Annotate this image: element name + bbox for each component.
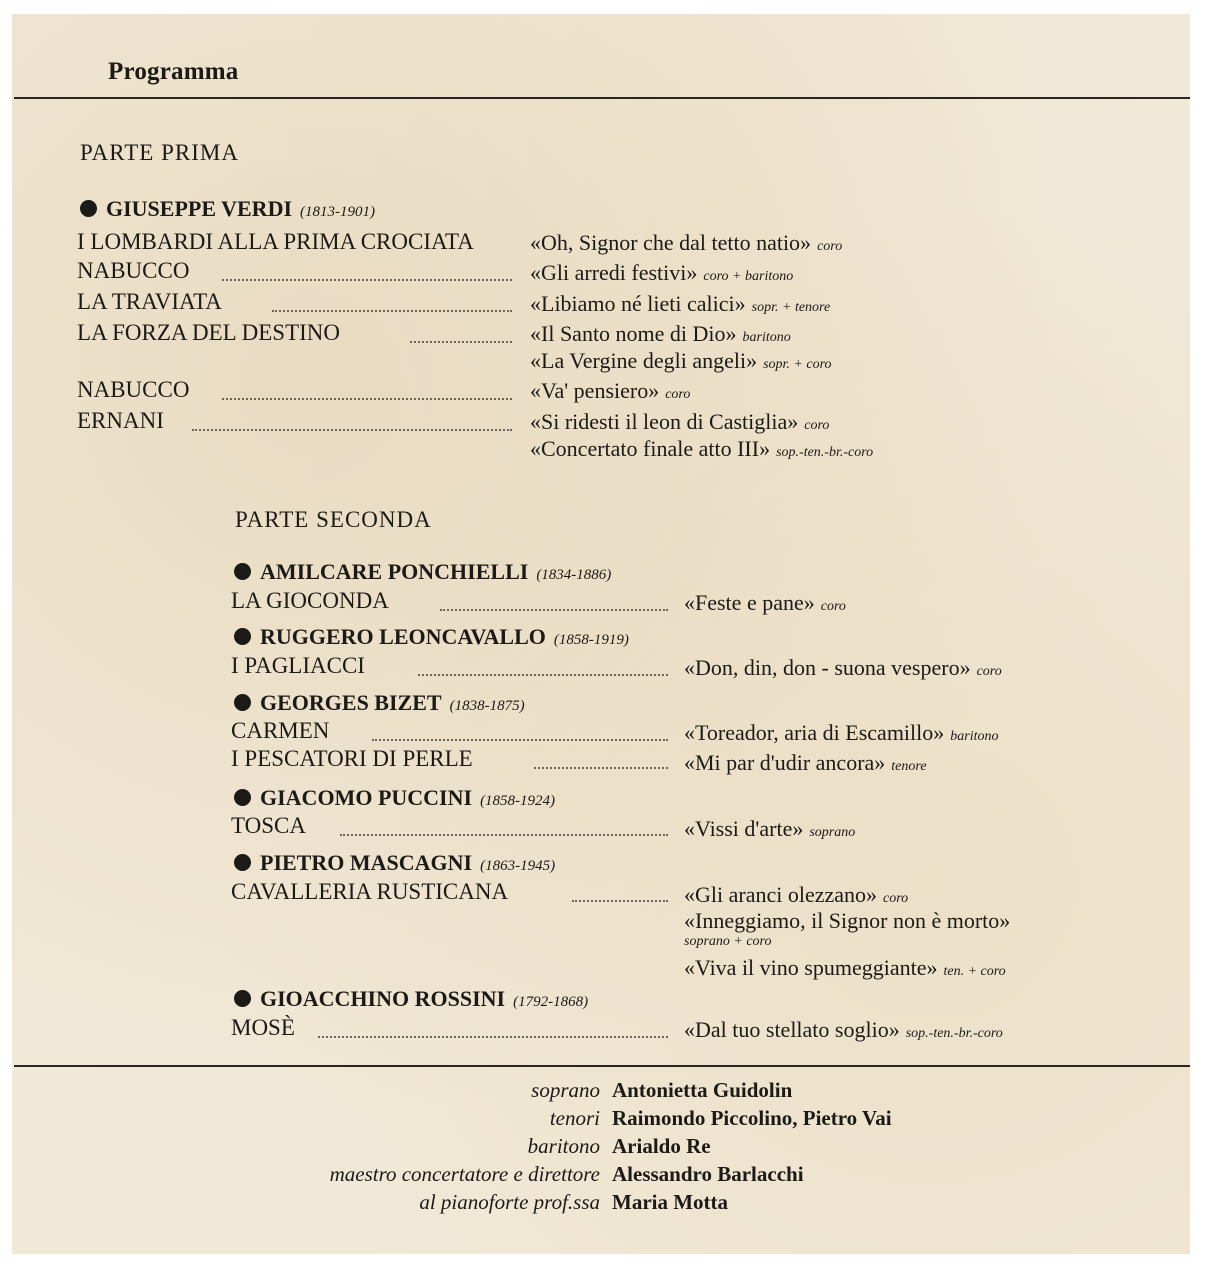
- performer-name: Raimondo Piccolino, Pietro Vai: [612, 1106, 892, 1130]
- composer-name: AMILCARE PONCHIELLI: [260, 559, 529, 584]
- aria-title: «Si ridesti il leon di Castiglia»: [530, 409, 799, 434]
- aria-entry: [530, 348, 832, 374]
- aria-title: «Toreador, aria di Escamillo»: [684, 720, 945, 745]
- opera-title: LA FORZA DEL DESTINO: [77, 320, 341, 345]
- leader-dots: [572, 900, 668, 902]
- aria-title: «Don, din, don - suona vespero»: [684, 655, 971, 680]
- voice-label: coro: [665, 387, 691, 402]
- aria-entry: [530, 321, 791, 347]
- leader-dots: [340, 834, 668, 836]
- composer-heading: [80, 196, 375, 222]
- leader-dots: [534, 767, 668, 769]
- opera-title: ERNANI: [77, 408, 164, 433]
- voice-label: coro: [817, 239, 843, 254]
- composer-heading: [234, 785, 555, 811]
- aria-entry: [684, 590, 846, 616]
- aria-title: «Gli arredi festivi»: [530, 260, 698, 285]
- composer-name: RUGGERO LEONCAVALLO: [260, 624, 546, 649]
- leader-dots: [372, 739, 668, 741]
- aria-title: «Vissi d'arte»: [684, 816, 804, 841]
- voice-label: sop.-ten.-br.-coro: [905, 1026, 1003, 1041]
- aria-title: «Gli aranci olezzano»: [684, 882, 878, 907]
- performer-name: Antonietta Guidolin: [612, 1078, 793, 1102]
- opera-title: MOSÈ: [231, 1015, 295, 1040]
- part-two-heading: PARTE SECONDA: [235, 507, 432, 532]
- aria-title: «Viva il vino spumeggiante»: [684, 955, 938, 980]
- aria-entry: [684, 816, 855, 842]
- voice-label: baritono: [742, 330, 791, 345]
- opera-title: CAVALLERIA RUSTICANA: [231, 879, 509, 904]
- performer-role: soprano: [531, 1078, 600, 1102]
- aria-entry: [684, 882, 908, 908]
- composer-heading: [234, 986, 588, 1012]
- composer-dates: (1858-1919): [553, 632, 629, 648]
- composer-dates: (1838-1875): [449, 698, 525, 714]
- aria-entry: [684, 655, 1002, 681]
- composer-name: GIUSEPPE VERDI: [106, 196, 293, 221]
- aria-entry: [530, 409, 829, 435]
- voice-label: sopr. + tenore: [751, 300, 831, 315]
- voice-label: soprano + coro: [684, 934, 772, 949]
- composer-dates: (1792-1868): [513, 994, 589, 1010]
- performer-name: Arialdo Re: [612, 1134, 711, 1158]
- leader-dots: [192, 429, 512, 431]
- aria-entry: [684, 720, 999, 746]
- composer-name: GEORGES BIZET: [260, 690, 442, 715]
- opera-title: I LOMBARDI ALLA PRIMA CROCIATA: [77, 229, 474, 254]
- aria-title: «Libiamo né lieti calici»: [530, 291, 746, 316]
- voice-label: soprano: [809, 825, 856, 840]
- bullet-icon: [234, 990, 251, 1007]
- aria-entry: [530, 230, 842, 256]
- opera-title: CARMEN: [231, 718, 330, 743]
- aria-title: «Il Santo nome di Dio»: [530, 321, 737, 346]
- composer-name: PIETRO MASCAGNI: [260, 850, 473, 875]
- leader-dots: [272, 310, 512, 312]
- aria-entry: [530, 436, 873, 462]
- leader-dots: [410, 341, 512, 343]
- voice-label: tenore: [891, 759, 927, 774]
- composer-heading: [234, 624, 629, 650]
- aria-title: «Feste e pane»: [684, 590, 815, 615]
- performer-name: Alessandro Barlacchi: [612, 1162, 804, 1186]
- bullet-icon: [234, 563, 251, 580]
- composer-name: GIACOMO PUCCINI: [260, 785, 473, 810]
- aria-title: «Oh, Signor che dal tetto natio»: [530, 230, 812, 255]
- aria-title: «Inneggiamo, il Signor non è morto»: [684, 908, 1011, 933]
- performer-role: maestro concertatore e direttore: [329, 1162, 600, 1186]
- leader-dots: [222, 398, 512, 400]
- performer-name: Maria Motta: [612, 1190, 729, 1214]
- opera-title: TOSCA: [231, 813, 306, 838]
- composer-dates: (1863-1945): [480, 858, 556, 874]
- opera-title: NABUCCO: [77, 258, 190, 283]
- performer-role: al pianoforte prof.ssa: [419, 1190, 600, 1214]
- bullet-icon: [234, 854, 251, 871]
- opera-title: LA TRAVIATA: [77, 289, 222, 314]
- composer-heading: [234, 690, 525, 716]
- voice-label: coro: [804, 418, 830, 433]
- leader-dots: [222, 279, 512, 281]
- aria-entry: [684, 955, 1006, 981]
- aria-entry: [530, 260, 793, 286]
- opera-title: LA GIOCONDA: [231, 588, 389, 613]
- voice-label: sopr. + coro: [763, 357, 832, 372]
- leader-dots: [418, 674, 668, 676]
- voice-label: coro: [820, 599, 846, 614]
- voice-label: coro + baritono: [703, 269, 794, 284]
- composer-heading: [234, 559, 611, 585]
- composer-dates: (1858-1924): [480, 793, 556, 809]
- bottom-divider: [14, 1065, 1190, 1067]
- aria-title: «La Vergine degli angeli»: [530, 348, 758, 373]
- voice-label: ten. + coro: [943, 964, 1006, 979]
- leader-dots: [318, 1036, 668, 1038]
- voice-label: coro: [976, 664, 1002, 679]
- aria-entry: [530, 291, 830, 317]
- opera-title: I PAGLIACCI: [231, 653, 365, 678]
- aria-title: «Va' pensiero»: [530, 378, 660, 403]
- bullet-icon: [234, 628, 251, 645]
- aria-entry: [684, 750, 927, 776]
- voice-label: sop.-ten.-br.-coro: [776, 445, 874, 460]
- voice-label: baritono: [950, 729, 999, 744]
- composer-dates: (1834-1886): [536, 567, 612, 583]
- bullet-icon: [80, 200, 97, 217]
- composer-dates: (1813-1901): [300, 204, 376, 220]
- page-title: Programma: [108, 58, 239, 85]
- performer-role: baritono: [527, 1134, 600, 1158]
- opera-title: NABUCCO: [77, 377, 190, 402]
- bullet-icon: [234, 694, 251, 711]
- composer-name: GIOACCHINO ROSSINI: [260, 986, 506, 1011]
- opera-title: I PESCATORI DI PERLE: [231, 746, 473, 771]
- performer-role: tenori: [549, 1106, 600, 1130]
- aria-title: «Concertato finale atto III»: [530, 436, 771, 461]
- composer-heading: [234, 850, 555, 876]
- leader-dots: [440, 609, 668, 611]
- bullet-icon: [234, 789, 251, 806]
- top-divider: [14, 97, 1190, 99]
- part-one-heading: PARTE PRIMA: [80, 140, 239, 165]
- aria-title: «Mi par d'udir ancora»: [684, 750, 886, 775]
- aria-entry: [684, 1017, 1003, 1043]
- voice-label: coro: [883, 891, 909, 906]
- aria-title: «Dal tuo stellato soglio»: [684, 1017, 900, 1042]
- aria-entry: [530, 378, 690, 404]
